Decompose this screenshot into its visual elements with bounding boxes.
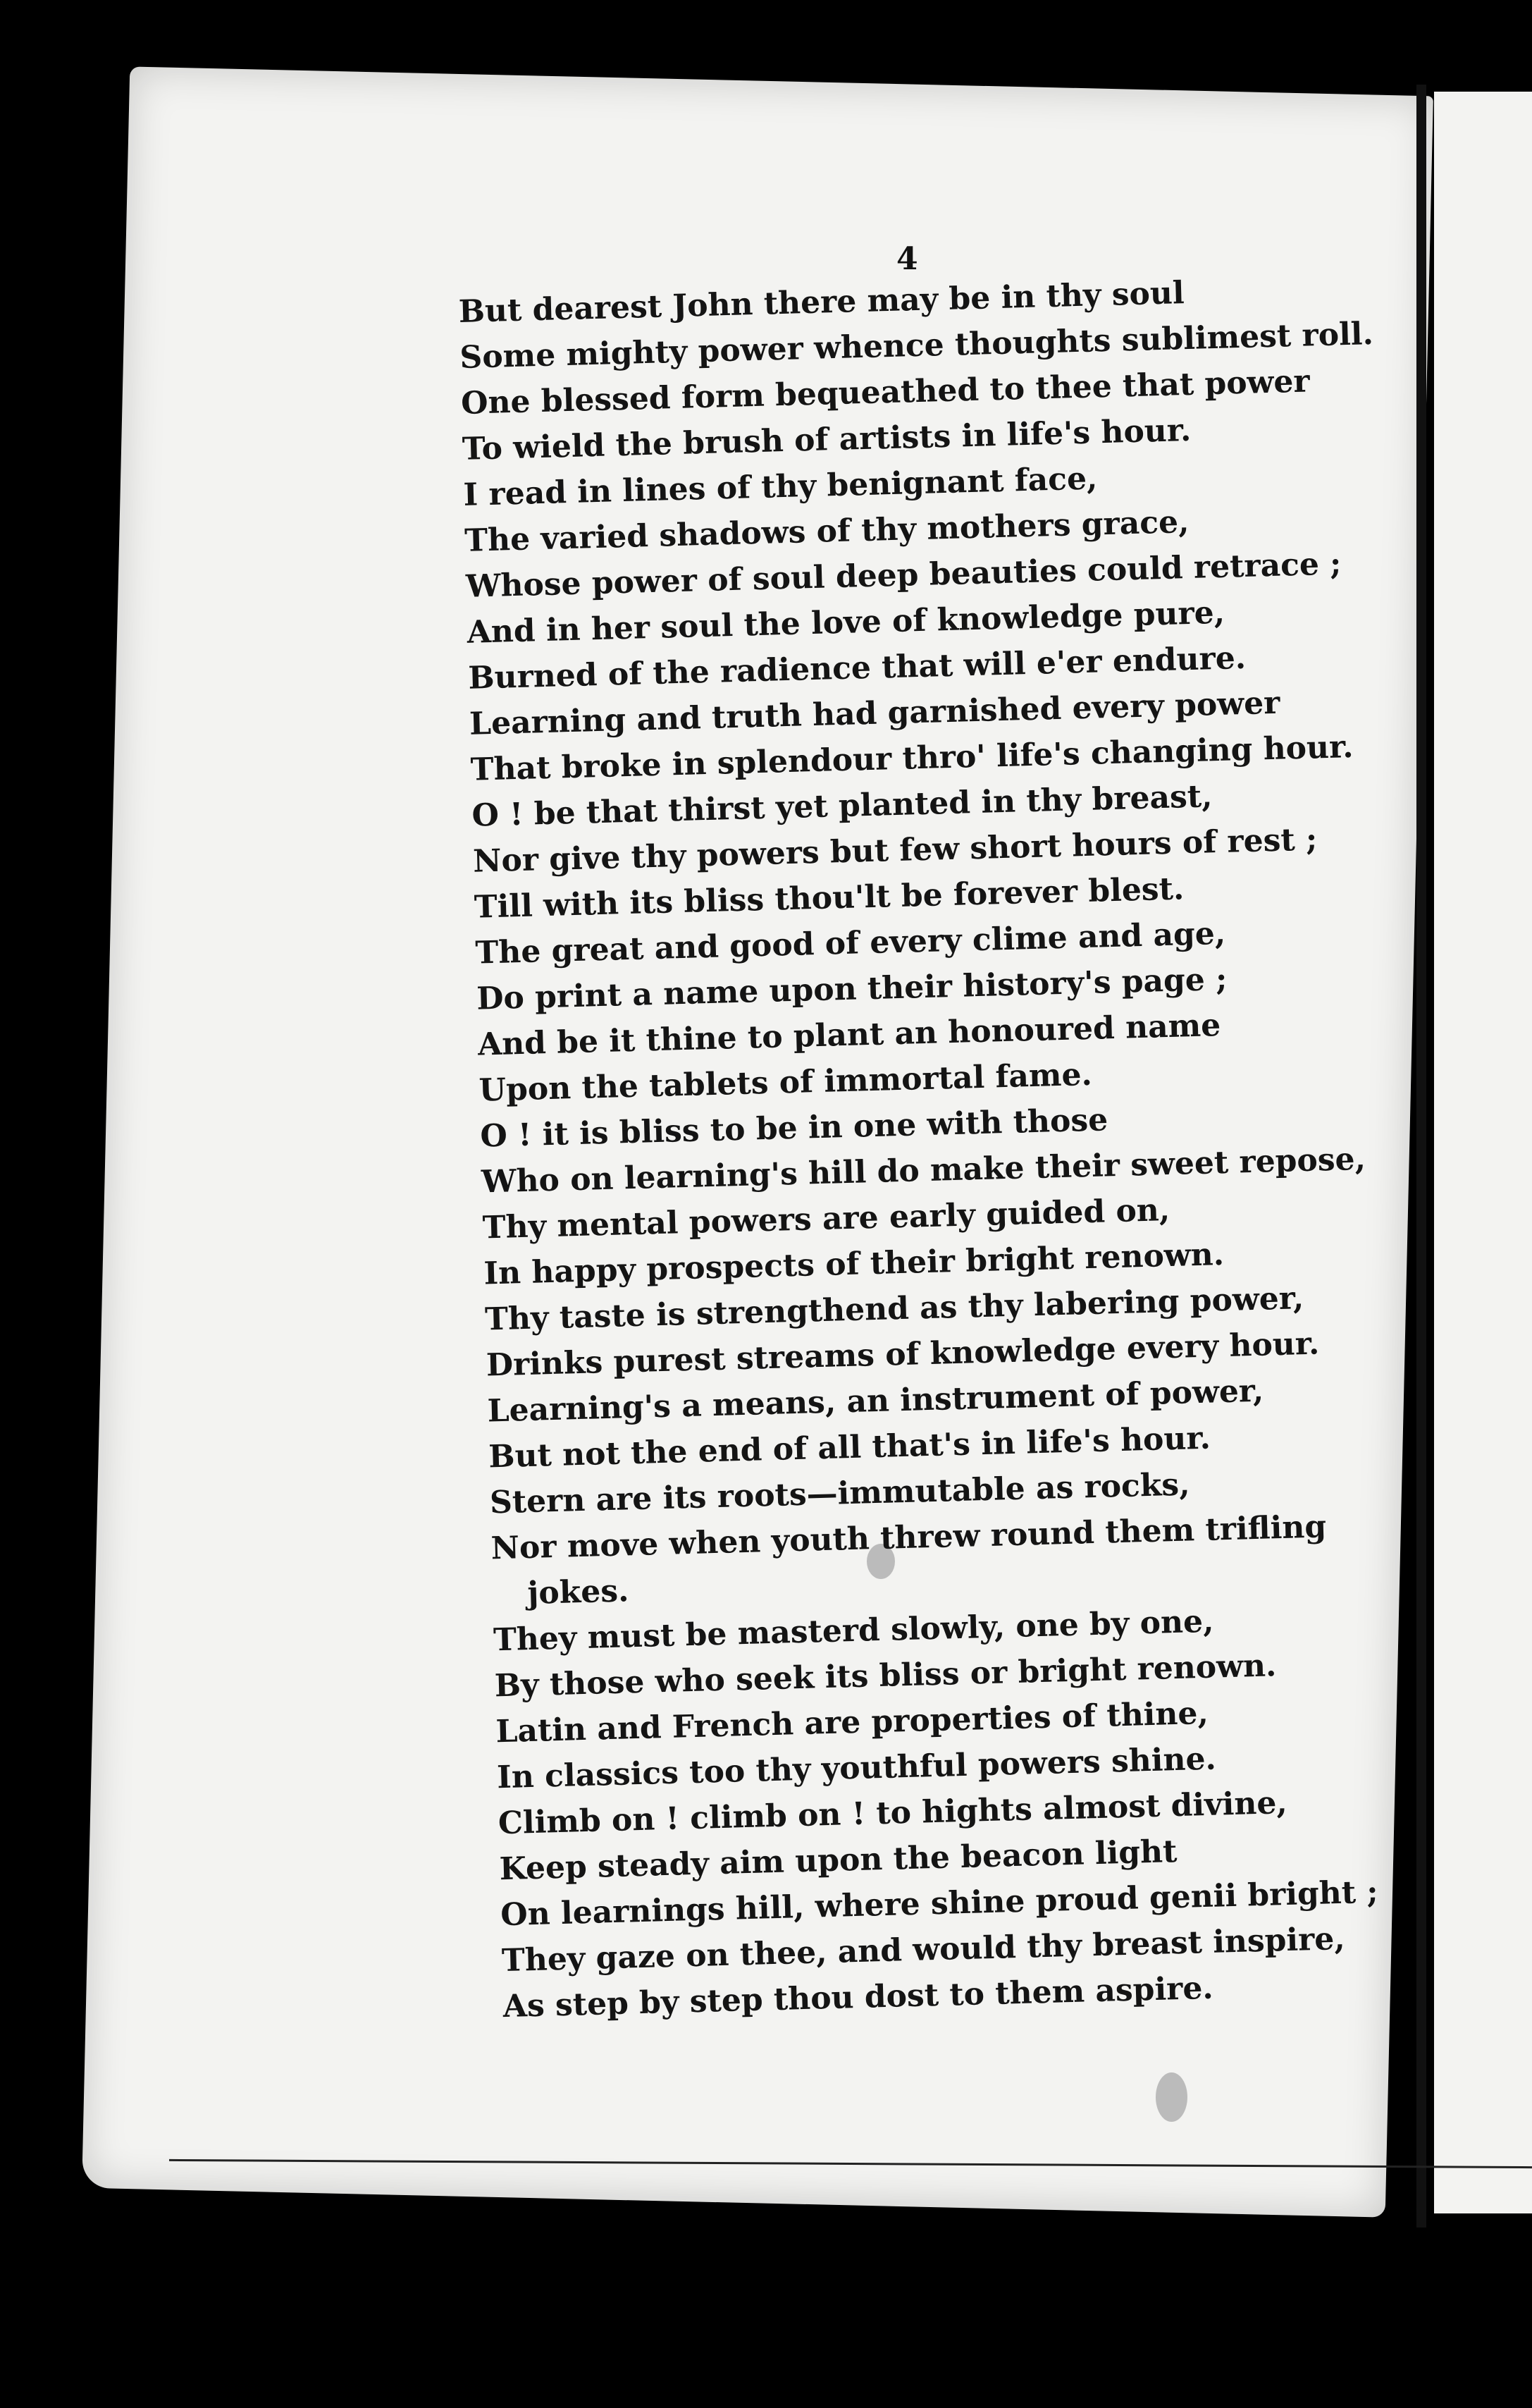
stain-mark [1156,2072,1187,2122]
poem-line: O ! it is bliss to be in one with those [479,1102,1108,1155]
poem-line: Some mighty power whence thoughts sublimest roll. [459,316,1374,376]
poem-line: Thy taste is strengthend as thy labering power, [484,1280,1304,1338]
poem-line: By those who seek its bliss or bright renown. [494,1647,1277,1704]
poem-line: The great and good of every clime and age, [475,915,1226,971]
poem-line: They gaze on thee, and would thy breast inspire, [501,1920,1346,1979]
poem-line: Do print a name upon their history's page ; [476,961,1228,1017]
poem-line: Drinks purest streams of knowledge every hour. [486,1325,1320,1384]
poem-line: Thy mental powers are early guided on, [482,1192,1170,1246]
poem-line: On learnings hill, where shine proud genii bright ; [500,1874,1379,1934]
poem-line: They must be masterd slowly, one by one, [493,1603,1214,1659]
poem-line: Burned of the radience that will e'er endure. [467,639,1247,696]
adjacent-page-edge [1434,92,1532,2213]
page-number: 4 [896,241,918,277]
poem-line: But dearest John there may be in thy soul [458,275,1185,330]
poem-body [458,266,1384,2025]
poem-line: In classics too thy youthful powers shine. [496,1740,1217,1796]
page-border-line [1416,85,1426,2228]
poem-line: Stern are its roots—immutable as rocks, [489,1466,1191,1521]
poem-line: And in her soul the love of knowledge pure, [467,594,1225,651]
poem-line: Nor move when youth threw round them trifling [490,1509,1327,1567]
poem-line: One blessed form bequeathed to thee that power [460,363,1311,422]
poem-line-continuation: jokes. [526,1573,629,1612]
poem-line: Keep steady aim upon the beacon light [499,1833,1178,1888]
poem-line: Till with its bliss thou'lt be forever blest. [474,871,1185,926]
poem-line: I read in lines of thy benignant face, [462,460,1098,513]
poem-line: That broke in splendour thro' life's changing hour. [470,728,1354,788]
poem-line: Learning and truth had garnished every power [469,684,1280,742]
poem-line: O ! be that thirst yet planted in thy breast, [471,778,1213,834]
poem-line: Upon the tablets of immortal fame. [478,1056,1093,1109]
poem-line: To wield the brush of artists in life's hour. [462,412,1192,467]
poem-line: Whose power of soul deep beauties could retrace ; [465,546,1342,605]
poem-line: Climb on ! climb on ! to hights almost divine, [498,1784,1288,1842]
poem-line: And be it thine to plant an honoured name [477,1007,1221,1063]
poem-line: Learning's a means, an instrument of power, [487,1372,1264,1430]
poem-line: In happy prospects of their bright renown. [483,1236,1225,1292]
poem-line: But not the end of all that's in life's hour. [488,1420,1211,1475]
poem-line: Nor give thy powers but few short hours of rest ; [472,821,1318,880]
poem-line: The varied shadows of thy mothers grace, [464,503,1190,559]
poem-line: Who on learning's hill do make their sweet repose, [481,1141,1366,1200]
poem-line: As step by step thou dost to them aspire. [502,1970,1214,2025]
poem-line: Latin and French are properties of thine, [495,1695,1209,1750]
